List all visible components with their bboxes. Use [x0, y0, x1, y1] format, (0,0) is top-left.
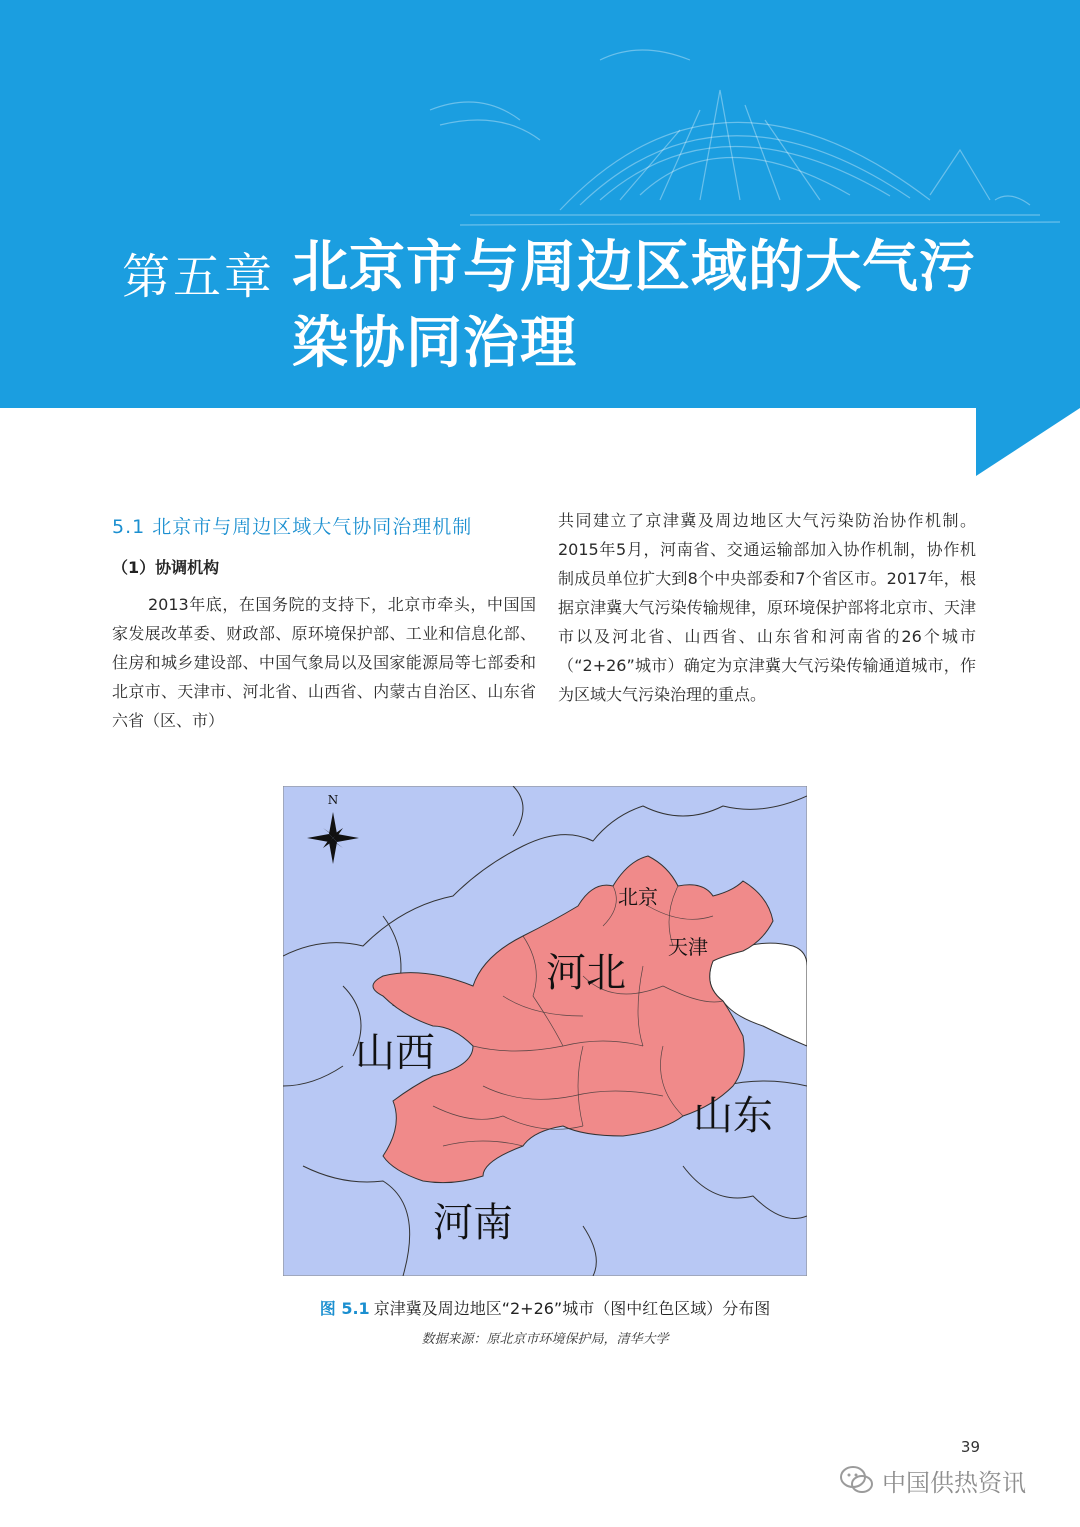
figure-source: 数据来源：原北京市环境保护局，清华大学 — [421, 1332, 669, 1347]
figure-caption-text: 京津冀及周边地区“2+26”城市（图中红色区域）分布图 — [373, 1299, 771, 1318]
label-hebei: 河北 — [546, 950, 626, 996]
wechat-icon — [840, 1465, 874, 1495]
label-shandong: 山东 — [693, 1093, 773, 1139]
body-paragraph-left: 2013年底，在国务院的支持下，北京市牵头，中国国家发展改革委、财政部、原环境保护部、工业和信息化部、住房和城乡建设部、中国气象局以及国家能源局等七部委和北京市、天津市、河北省、山西省、内蒙古自治区、山东省六省（区、市） — [112, 595, 536, 730]
label-shanxi: 山西 — [355, 1030, 435, 1076]
label-beijing: 北京 — [618, 885, 658, 909]
watermark — [840, 1462, 1026, 1498]
corner-tab-decoration — [976, 408, 1080, 478]
figure-caption — [283, 1296, 807, 1319]
watermark-text: 中国供热资讯 — [882, 1468, 1026, 1497]
label-tianjin: 天津 — [668, 935, 708, 959]
body-paragraph-right: 共同建立了京津冀及周边地区大气污染防治协作机制。2015年5月，河南省、交通运输部加入协作机制，协作机制成员单位扩大到8个中央部委和7个省区市。2017年，根据京津冀大气污染传输规律，原环境保护部将北京市、天津市以及河北省、山西省、山东省和河南省的26个城市（“2+26”城市）确定为京津冀大气污染传输通道城市，作为区域大气污染治理的重点。 — [558, 511, 976, 704]
compass-north-label: N — [327, 793, 339, 807]
subheading: （1）协调机构 — [112, 558, 220, 577]
section-heading: 5.1 北京市与周边区域大气协同治理机制 — [112, 516, 473, 538]
page-number: 39 — [960, 1438, 980, 1456]
label-henan: 河南 — [433, 1200, 513, 1246]
chapter-label: 第五章 — [122, 249, 276, 305]
chapter-title: 北京市与周边区域的大气污染协同治理 — [292, 235, 976, 376]
regional-map — [283, 786, 807, 1276]
figure-number: 图 5.1 — [319, 1299, 370, 1318]
chapter-banner — [0, 0, 1080, 408]
